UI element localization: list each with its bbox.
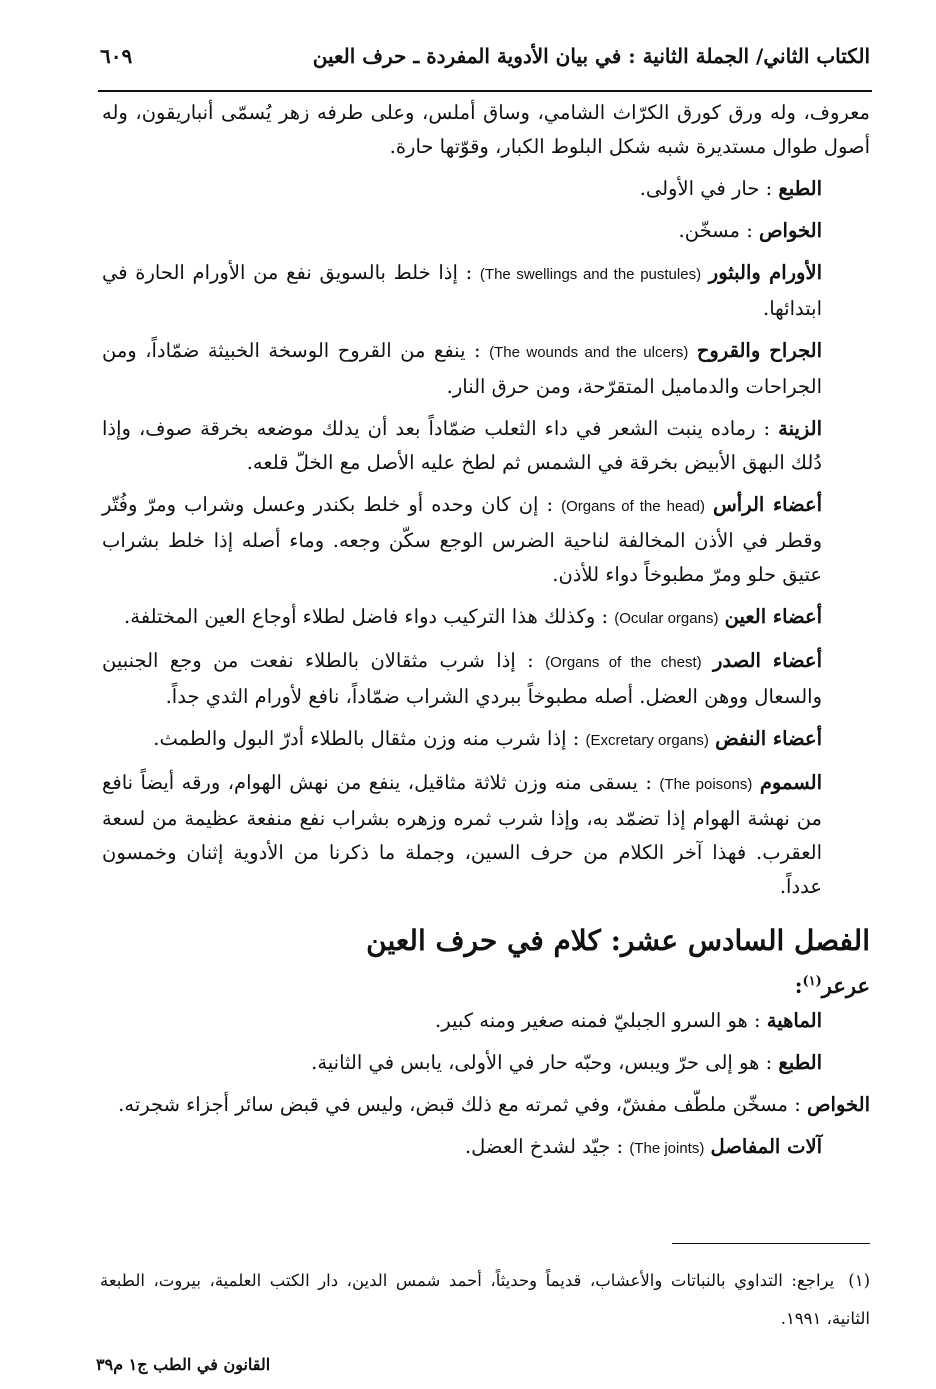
paragraph [102, 214, 870, 248]
paragraph-text: : جيّد لشدخ العضل. [464, 1135, 624, 1158]
paragraph [102, 766, 870, 904]
page-body [102, 96, 870, 1174]
english-gloss: (The poisons) [659, 776, 753, 793]
paragraph [102, 96, 870, 164]
header-rule [98, 90, 872, 92]
paragraph-label: أعضاء العين [724, 605, 822, 628]
paragraph [102, 1046, 870, 1080]
paragraph-label: الأورام والبثور [708, 261, 822, 284]
footnote [100, 1262, 870, 1338]
paragraph-label: الطبع [778, 1051, 822, 1074]
english-gloss: (Ocular organs) [614, 610, 719, 627]
footnote-text: يراجع: التداوي بالنباتات والأعشاب، قديماً وحديثاً، أحمد شمس الدين، دار الكتب العلمية، بيروت، الطبعة الثانية، ١٩٩١. [100, 1271, 870, 1328]
footnote-marker: (١) [802, 974, 822, 989]
page-header [100, 40, 870, 84]
english-gloss: (The swellings and the pustules) [479, 266, 702, 283]
running-title: الكتاب الثاني/ الجملة الثانية : في بيان الأدوية المفردة ـ حرف العين [312, 44, 870, 68]
paragraph [102, 1004, 870, 1038]
footnote-rule [672, 1243, 870, 1244]
paragraph [102, 172, 870, 206]
paragraph-text: : إذا شرب مثقالان بالطلاء نفعت من وجع الجنبين والسعال ووهن العضل. أصله مطبوخاً ببردي الشراب ضمّاداً، نافع لأورام الثدي جداً. [102, 649, 822, 708]
paragraph-label: الجراح والقروح [696, 339, 823, 362]
english-gloss: (Organs of the head) [561, 498, 705, 515]
paragraph-label: أعضاء الرأس [713, 493, 823, 516]
english-gloss: (The wounds and the ulcers) [489, 344, 689, 361]
paragraph-label: السموم [759, 771, 822, 794]
english-gloss: (The joints) [629, 1140, 705, 1157]
section-paragraph-list [102, 1004, 870, 1166]
chapter-heading: الفصل السادس عشر: كلام في حرف العين [366, 924, 870, 957]
paragraph [102, 644, 870, 714]
paragraph [102, 412, 870, 480]
paragraph-label: الطبع [778, 177, 822, 200]
paragraph-text: : يسقى منه وزن ثلاثة مثاقيل، ينفع من نهش الهوام، ورقه أيضاً نافع من نهشة الهوام إذا تضمّد به، وإذا شرب ثمره وزهره بشراب نفع منفعة عظيمة من لسعة العقرب. فهذا آخر الكلام من حرف السين، وجملة ما ذكرنا من الأدوية إثنان وخمسون عدداً. [102, 771, 822, 898]
english-gloss: (Organs of the chest) [545, 654, 702, 671]
paragraph [102, 488, 870, 592]
page-footer: القانون في الطب ج١ م٣٩ [96, 1355, 271, 1374]
entry-colon: : [794, 973, 803, 998]
paragraph-text: : وكذلك هذا التركيب دواء فاضل لطلاء أوجاع العين المختلفة. [124, 605, 609, 628]
paragraph-text: : هو إلى حرّ ويبس، وحبّه حار في الأولى، يابس في الثانية. [311, 1051, 773, 1074]
paragraph-text: : إن كان وحده أو خلط بكندر وعسل وشراب ومرّ وفُتّر وقطر في الأذن المخالفة لناحية الضرس الوجع سكّن وجعه. وماء أصله إذا خلط بشراب عتيق حلو ومرّ مطبوخاً دواء للأذن. [102, 493, 822, 586]
paragraph-label: الخواص [758, 219, 822, 242]
paragraph-text: : إذا شرب منه وزن مثقال بالطلاء أدرّ البول والطمث. [153, 727, 580, 750]
paragraph-label: الخواص [806, 1093, 870, 1116]
entry-name: عرعر [821, 973, 870, 998]
paragraph-text: : إذا خلط بالسويق نفع من الأورام الحارة في ابتدائها. [102, 261, 822, 320]
paragraph-text: : ينفع من القروح الوسخة الخبيثة ضمّاداً، ومن الجراحات والدماميل المتقرّحة، ومن حرق النار. [102, 339, 822, 398]
paragraph [102, 1088, 870, 1122]
footnote-number: (١) [848, 1271, 870, 1290]
paragraph [102, 256, 870, 326]
paragraph-label: الزينة [778, 417, 822, 440]
paragraph [102, 722, 870, 758]
paragraph-text: معروف، وله ورق كورق الكرّاث الشامي، وساق أملس، وعلى طرفه زهر يُسمّى أنباريقون، وله أصول طوال مستديرة شبه شكل البلوط الكبار، وقوّتها حارة. [102, 101, 870, 158]
paragraph-label: أعضاء النفض [715, 727, 822, 750]
paragraph-text: : حار في الأولى. [639, 177, 773, 200]
paragraph [102, 334, 870, 404]
paragraph-list [102, 96, 870, 904]
paragraph-text: : مسخّن ملطّف مفشّ، وفي ثمرته مع ذلك قبض، وليس في قبض سائر أجزاء شجرته. [118, 1093, 801, 1116]
paragraph-text: : مسخّن. [678, 219, 753, 242]
page-number: ٦٠٩ [100, 44, 133, 68]
entry-title [102, 964, 870, 1004]
paragraph-label: أعضاء الصدر [713, 649, 822, 672]
paragraph [102, 1130, 870, 1166]
paragraph-label: آلات المفاصل [710, 1135, 822, 1158]
paragraph-text: : هو السرو الجبليّ فمنه صغير ومنه كبير. [435, 1009, 761, 1032]
paragraph-text: : رماده ينبت الشعر في داء الثعلب ضمّاداً بعد أن يدلك موضعه بخرقة صوف، وإذا دُلك البهق الأبيض بخرقة في الشمس ثم لطخ عليه الأصل مع الخلّ قلعه. [102, 417, 822, 474]
english-gloss: (Excretary organs) [585, 732, 709, 749]
paragraph-label: الماهية [766, 1009, 822, 1032]
paragraph [102, 600, 870, 636]
